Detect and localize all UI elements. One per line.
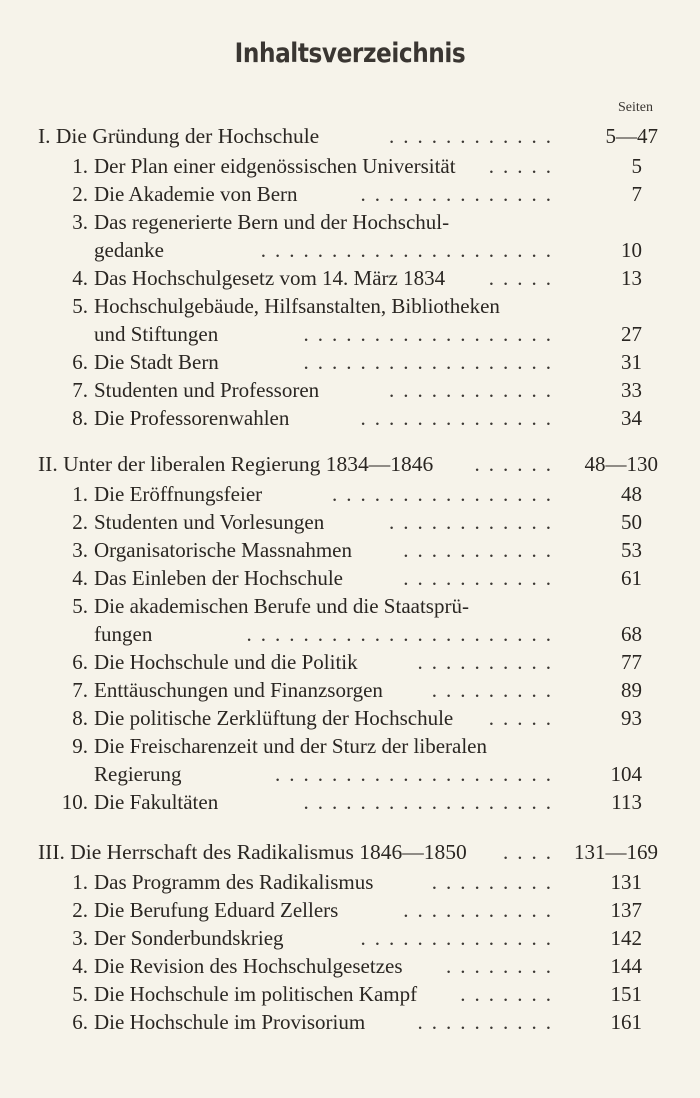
part-page-range: 5—47 bbox=[605, 124, 658, 148]
dot-leader: ..... bbox=[488, 154, 560, 178]
chapter-entry[interactable] bbox=[0, 564, 700, 592]
dot-leader: ...... bbox=[474, 452, 560, 476]
chapter-number: 10. bbox=[61, 790, 88, 814]
part-title: III. Die Herrschaft des Radikalismus 1846—1850 bbox=[38, 840, 467, 864]
chapter-page: 31 bbox=[621, 350, 642, 374]
chapter-number: 9. bbox=[72, 734, 88, 758]
chapter-entry[interactable] bbox=[0, 620, 700, 648]
dot-leader: ..... bbox=[488, 706, 560, 730]
dot-leader: ..... bbox=[488, 266, 560, 290]
page-title: Inhaltsverzeichnis bbox=[234, 38, 466, 69]
dot-leader: .............. bbox=[360, 406, 560, 430]
chapter-entry[interactable] bbox=[0, 152, 700, 180]
chapter-title: gedanke bbox=[94, 238, 164, 262]
chapter-page: 61 bbox=[621, 566, 642, 590]
chapter-page: 34 bbox=[621, 406, 642, 430]
chapter-title: Die Freischarenzeit und der Sturz der liberalen bbox=[94, 734, 488, 758]
part-page-range: 131—169 bbox=[574, 840, 658, 864]
chapter-entry[interactable] bbox=[0, 376, 700, 404]
chapter-page: 137 bbox=[610, 898, 642, 922]
chapter-number: 1. bbox=[72, 154, 88, 178]
dot-leader: ....... bbox=[460, 982, 560, 1006]
chapter-number: 4. bbox=[72, 566, 88, 590]
chapter-entry[interactable] bbox=[0, 536, 700, 564]
chapter-title: Die Hochschule und die Politik bbox=[94, 650, 358, 674]
chapter-page: 53 bbox=[621, 538, 642, 562]
dot-leader: ......... bbox=[431, 870, 560, 894]
chapter-page: 104 bbox=[610, 762, 642, 786]
chapter-entry[interactable] bbox=[0, 676, 700, 704]
chapter-page: 7 bbox=[631, 182, 642, 206]
chapter-title: und Stiftungen bbox=[94, 322, 219, 346]
chapter-title: Die Stadt Bern bbox=[94, 350, 219, 374]
chapter-entry[interactable] bbox=[0, 732, 700, 760]
chapter-number: 2. bbox=[72, 898, 88, 922]
part-heading[interactable] bbox=[0, 450, 700, 478]
chapter-title: Die Akademie von Bern bbox=[94, 182, 298, 206]
dot-leader: ........... bbox=[403, 898, 560, 922]
chapter-number: 3. bbox=[72, 926, 88, 950]
chapter-title: Die Professorenwahlen bbox=[94, 406, 290, 430]
dot-leader: .................. bbox=[303, 322, 560, 346]
dot-leader: ...................... bbox=[246, 622, 560, 646]
dot-leader: ............ bbox=[389, 378, 560, 402]
dot-leader: .................. bbox=[303, 350, 560, 374]
chapter-title: Organisatorische Massnahmen bbox=[94, 538, 352, 562]
chapter-entry[interactable] bbox=[0, 924, 700, 952]
chapter-number: 5. bbox=[72, 594, 88, 618]
chapter-page: 68 bbox=[621, 622, 642, 646]
chapter-page: 113 bbox=[611, 790, 642, 814]
dot-leader: ........... bbox=[403, 538, 560, 562]
chapter-page: 50 bbox=[621, 510, 642, 534]
chapter-entry[interactable] bbox=[0, 868, 700, 896]
chapter-entry[interactable] bbox=[0, 788, 700, 816]
chapter-number: 3. bbox=[72, 210, 88, 234]
chapter-title: Die politische Zerklüftung der Hochschule bbox=[94, 706, 454, 730]
chapter-page: 13 bbox=[621, 266, 642, 290]
chapter-number: 5. bbox=[72, 982, 88, 1006]
chapter-entry[interactable] bbox=[0, 1008, 700, 1036]
chapter-entry[interactable] bbox=[0, 320, 700, 348]
chapter-number: 3. bbox=[72, 538, 88, 562]
chapter-entry[interactable] bbox=[0, 760, 700, 788]
chapter-page: 93 bbox=[621, 706, 642, 730]
chapter-title: Studenten und Vorlesungen bbox=[94, 510, 325, 534]
part-title: II. Unter der liberalen Regierung 1834—1846 bbox=[38, 452, 434, 476]
dot-leader: ..................... bbox=[260, 238, 560, 262]
chapter-entry[interactable] bbox=[0, 480, 700, 508]
chapter-page: 131 bbox=[610, 870, 642, 894]
chapter-title: Das Hochschulgesetz vom 14. März 1834 bbox=[94, 266, 446, 290]
dot-leader: ......... bbox=[431, 678, 560, 702]
chapter-number: 4. bbox=[72, 954, 88, 978]
chapter-entry[interactable] bbox=[0, 264, 700, 292]
chapter-title: Die Eröffnungsfeier bbox=[94, 482, 263, 506]
chapter-entry[interactable] bbox=[0, 896, 700, 924]
chapter-entry[interactable] bbox=[0, 648, 700, 676]
chapter-number: 6. bbox=[72, 350, 88, 374]
chapter-entry[interactable] bbox=[0, 236, 700, 264]
chapter-number: 1. bbox=[72, 482, 88, 506]
chapter-title: Die Hochschule im Provisorium bbox=[94, 1010, 366, 1034]
chapter-entry[interactable] bbox=[0, 292, 700, 320]
chapter-title: Die Berufung Eduard Zellers bbox=[94, 898, 339, 922]
part-heading[interactable] bbox=[0, 122, 700, 150]
chapter-number: 8. bbox=[72, 706, 88, 730]
part-page-range: 48—130 bbox=[584, 452, 658, 476]
chapter-entry[interactable] bbox=[0, 208, 700, 236]
chapter-number: 6. bbox=[72, 1010, 88, 1034]
chapter-title: Der Sonderbundskrieg bbox=[94, 926, 284, 950]
dot-leader: .... bbox=[503, 840, 560, 864]
chapter-entry[interactable] bbox=[0, 952, 700, 980]
part-title: I. Die Gründung der Hochschule bbox=[38, 124, 320, 148]
chapter-title: Der Plan einer eidgenössischen Universität bbox=[94, 154, 456, 178]
chapter-entry[interactable] bbox=[0, 508, 700, 536]
chapter-number: 2. bbox=[72, 182, 88, 206]
dot-leader: .................. bbox=[303, 790, 560, 814]
chapter-title: fungen bbox=[94, 622, 153, 646]
chapter-page: 27 bbox=[621, 322, 642, 346]
chapter-number: 8. bbox=[72, 406, 88, 430]
dot-leader: ............ bbox=[389, 124, 560, 148]
dot-leader: ................ bbox=[332, 482, 560, 506]
chapter-page: 10 bbox=[621, 238, 642, 262]
chapter-title: Das regenerierte Bern und der Hochschul- bbox=[94, 210, 450, 234]
chapter-page: 142 bbox=[610, 926, 642, 950]
chapter-number: 6. bbox=[72, 650, 88, 674]
dot-leader: .............. bbox=[360, 926, 560, 950]
dot-leader: ........... bbox=[403, 566, 560, 590]
dot-leader: .......... bbox=[417, 1010, 560, 1034]
chapter-entry[interactable] bbox=[0, 348, 700, 376]
chapter-entry[interactable] bbox=[0, 704, 700, 732]
chapter-title: Die Hochschule im politischen Kampf bbox=[94, 982, 418, 1006]
chapter-title: Enttäuschungen und Finanzsorgen bbox=[94, 678, 383, 702]
chapter-title: Regierung bbox=[94, 762, 182, 786]
chapter-number: 2. bbox=[72, 510, 88, 534]
chapter-page: 89 bbox=[621, 678, 642, 702]
dot-leader: .......... bbox=[417, 650, 560, 674]
chapter-title: Studenten und Professoren bbox=[94, 378, 320, 402]
chapter-page: 48 bbox=[621, 482, 642, 506]
chapter-title: Die Fakultäten bbox=[94, 790, 219, 814]
chapter-entry[interactable] bbox=[0, 404, 700, 432]
chapter-title: Das Einleben der Hochschule bbox=[94, 566, 343, 590]
chapter-page: 33 bbox=[621, 378, 642, 402]
dot-leader: .................... bbox=[275, 762, 560, 786]
chapter-number: 5. bbox=[72, 294, 88, 318]
chapter-title: Das Programm des Radikalismus bbox=[94, 870, 374, 894]
chapter-page: 77 bbox=[621, 650, 642, 674]
chapter-page: 5 bbox=[631, 154, 642, 178]
chapter-number: 4. bbox=[72, 266, 88, 290]
chapter-page: 151 bbox=[610, 982, 642, 1006]
chapter-entry[interactable] bbox=[0, 592, 700, 620]
chapter-number: 7. bbox=[72, 678, 88, 702]
chapter-entry[interactable] bbox=[0, 180, 700, 208]
pages-column-header: Seiten bbox=[618, 100, 653, 115]
part-heading[interactable] bbox=[0, 838, 700, 866]
chapter-entry[interactable] bbox=[0, 980, 700, 1008]
chapter-title: Hochschulgebäude, Hilfsanstalten, Bibliotheken bbox=[94, 294, 500, 318]
chapter-number: 7. bbox=[72, 378, 88, 402]
chapter-title: Die akademischen Berufe und die Staatsprü- bbox=[94, 594, 469, 618]
dot-leader: ........ bbox=[446, 954, 560, 978]
chapter-title: Die Revision des Hochschulgesetzes bbox=[94, 954, 403, 978]
dot-leader: .............. bbox=[360, 182, 560, 206]
chapter-page: 144 bbox=[610, 954, 642, 978]
dot-leader: ............ bbox=[389, 510, 560, 534]
chapter-page: 161 bbox=[610, 1010, 642, 1034]
chapter-number: 1. bbox=[72, 870, 88, 894]
